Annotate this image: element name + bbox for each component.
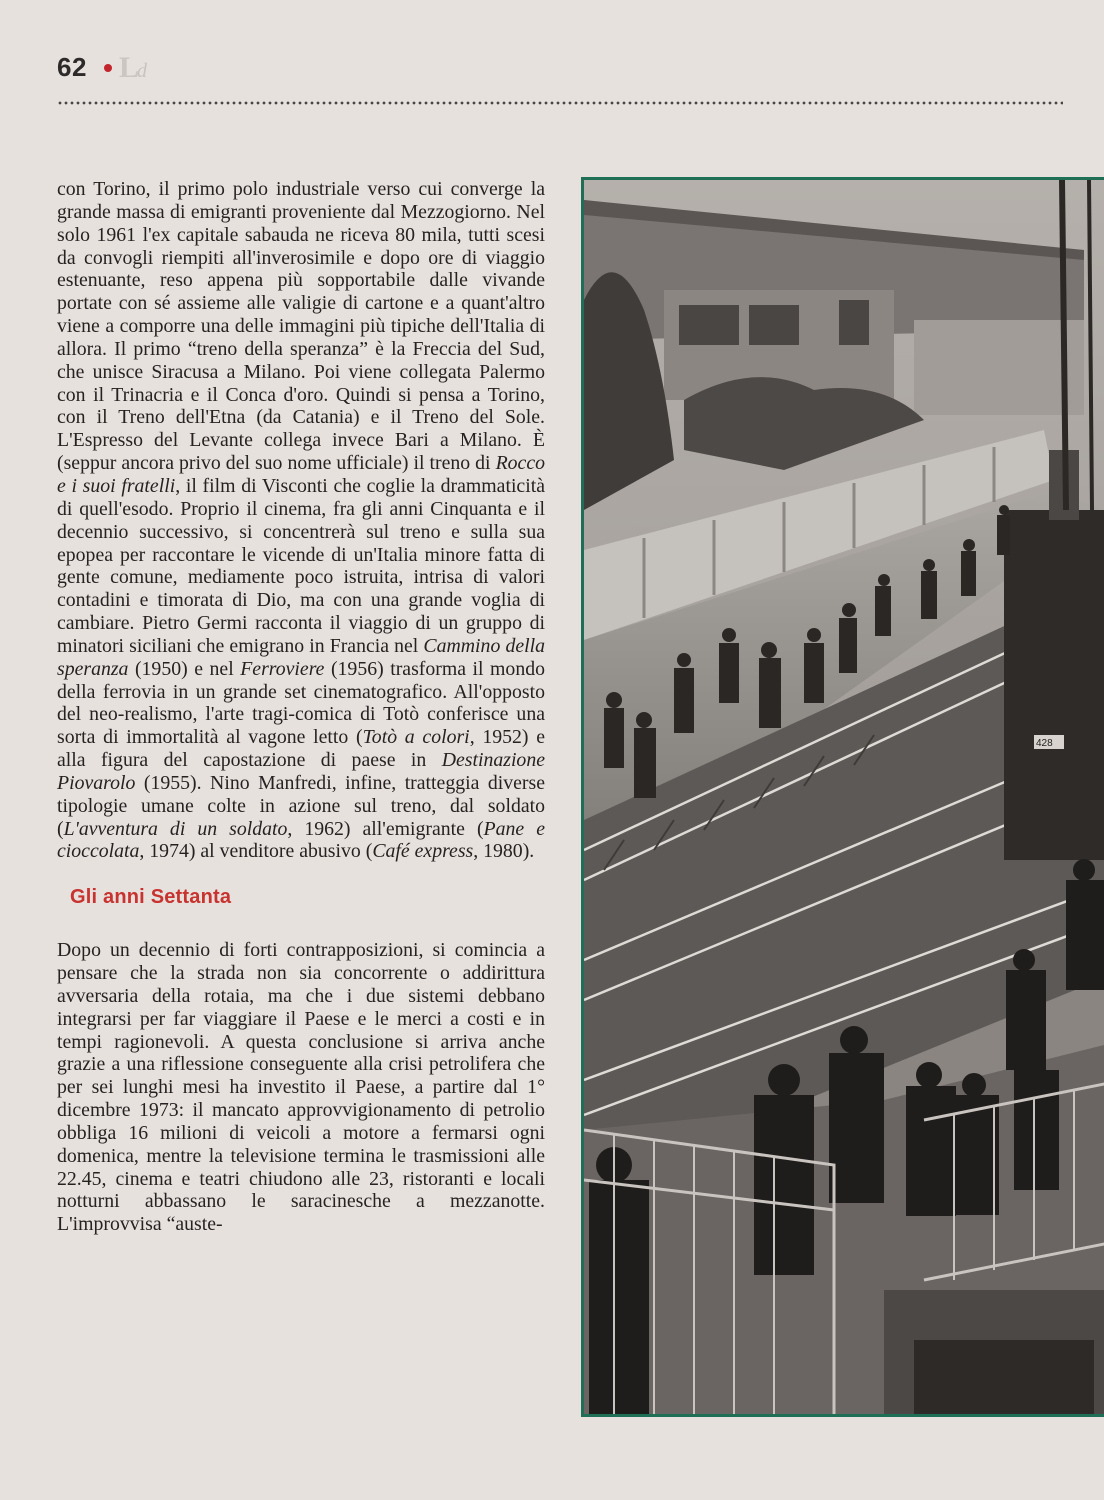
bullet-dot-icon	[104, 64, 112, 72]
text-run: , il film di Visconti che coglie la drammaticità di quell'esodo. Proprio il cinema, fra gli anni Cinquanta e il decennio successivo, si concentrerà sul treno e sulla sua epopea per raccontare le vicende di un'Italia minore fatta di gente comune, mediamente poco istruita, intrisa di valori contadini e timorata di Dio, ma con una grande voglia di cambiare. Pietro Germi racconta il viaggio di un gruppo di minatori siciliani che emigrano in Francia nel	[57, 474, 545, 657]
text-run: (1955). Nino Manfredi, infine, tratteggia diverse tipologie umane colte in azione sul treno, dal soldato (	[57, 771, 545, 840]
dotted-divider	[57, 101, 1063, 105]
text-run: , 1952) e alla figura del capostazione di paese in	[57, 726, 546, 772]
film-title: Pane e cioccolata	[57, 817, 545, 863]
film-title: L'avventura di un soldato	[63, 817, 288, 840]
film-title: Totò a colori	[362, 726, 470, 749]
railway-station-photo	[581, 177, 1104, 1417]
page-number: 62	[57, 52, 87, 82]
logo-italic-letter: d	[137, 60, 146, 82]
film-title: Ferroviere	[240, 657, 325, 680]
text-run: , 1974) al venditore abusivo (	[139, 840, 373, 863]
section-subheading: Gli anni Settanta	[70, 886, 232, 909]
text-run: (1950) e nel	[128, 657, 241, 680]
text-run: con Torino, il primo polo industriale verso cui converge la grande massa di emigranti proveniente dal Mezzogiorno. Nel solo 1961 l'ex capitale sabauda ne riceva 80 mila, tutti scesi da convogli riempiti all'inverosimile e dopo ore di viaggio estenuante, reso appena più sopportabile dalle vivande portate con sé assieme alle valigie di cartone e a quant'altro viene a comporre una delle immagini più tipiche dell'Italia di allora. Il primo “treno della speranza” è la Freccia del Sud, che unisce Siracusa a Milano. Poi viene collegata Palermo con il Trinacria e il Conca d'oro. Quindi si pensa a Torino, con il Treno dell'Etna (da Catania) e il Treno del Sole. L'Espresso del Levante collega invece Bari a Milano. È (seppur ancora privo del suo nome ufficiale) il treno di	[57, 178, 545, 475]
paragraph-cinema	[57, 178, 545, 863]
text-run: (1956) trasforma il mondo della ferrovia in un grande set cinematografico. All'opposto del neo-realismo, l'arte tragi-comica di Totò conferisce una sorta di immortalità al vagone letto (	[57, 657, 545, 749]
magazine-logo	[119, 51, 145, 85]
logo-letter: L	[119, 51, 138, 84]
paragraph-settanta: Dopo un decennio di forti contrapposizioni, si comincia a pensare che la strada non sia concorrente o addirittura avversaria della rotaia, ma che i due sistemi debbano integrarsi per far viaggiare il Paese e le merci a costi e in tempi ragionevoli. A questa conclusione si arriva anche grazie a una riflessione conseguente alla crisi petrolifera che per sei lunghi mesi ha investito il Paese, a partire dal 1° dicembre 1973: il mancato approvvigionamento di petrolio obbliga 16 milioni di veicoli a motore a fermarsi ogni domenica, mentre la televisione termina le trasmissioni alle 22.45, cinema e teatri chiudono alle 23, ristoranti e locali notturni abbassano le saracinesche a mezzanotte. L'improvvisa “auste-	[57, 939, 545, 1236]
text-run: , 1962) all'emigrante (	[287, 817, 484, 840]
article-column	[57, 178, 545, 1236]
locomotive-number: 428	[1036, 738, 1053, 749]
text-run: , 1980).	[473, 840, 535, 863]
film-title: Rocco e i suoi fratelli	[57, 452, 545, 497]
film-title: Cammino della speranza	[57, 634, 545, 680]
film-title: Destinazione Piovarolo	[57, 749, 545, 794]
film-title: Café express	[372, 840, 474, 863]
